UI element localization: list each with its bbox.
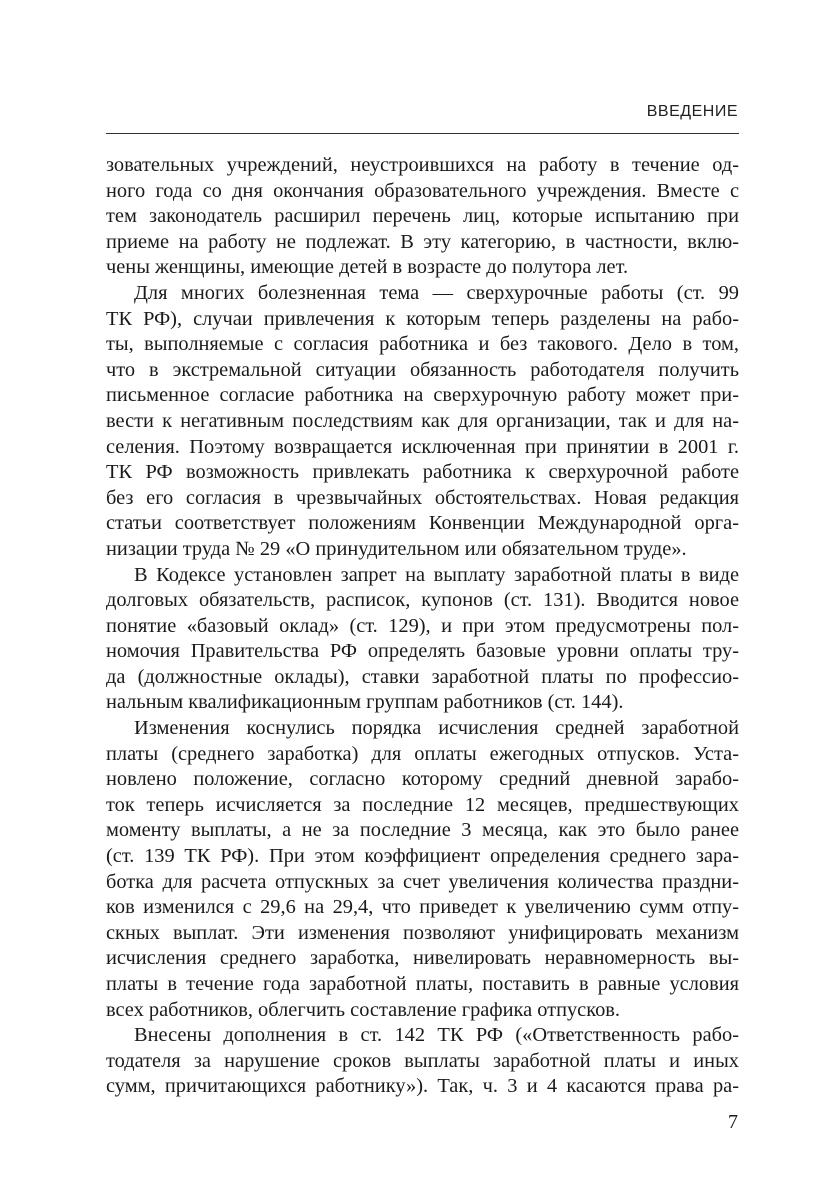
text-line: ботка для расчета отпускных за счет увеличения количества праздни-	[106, 870, 739, 893]
text-line: низации труда № 29 «О принудительном или обязательном труде».	[106, 537, 687, 560]
text-line: долговых обязательств, расписок, купонов (ст. 131). Вводится новое	[106, 589, 739, 612]
text-line: платы (среднего заработка) для оплаты ежегодных отпусков. Уста-	[106, 742, 739, 765]
text-line: новлено положение, согласно которому средний дневной зарабо-	[106, 768, 739, 791]
text-line: ков изменился с 29,6 на 29,4, что приведет к увеличению сумм отпу-	[106, 896, 739, 919]
text-line: ты, выполняемые с согласия работника и без такового. Дело в том,	[106, 333, 739, 356]
paragraph-5	[106, 1023, 739, 1100]
text-line: ток теперь исчисляется за последние 12 месяцев, предшествующих	[106, 793, 739, 816]
text-line: селения. Поэтому возвращается исключенная при принятии в 2001 г.	[106, 435, 739, 458]
paragraph-3	[106, 563, 739, 717]
text-line: номочия Правительства РФ определять базовые уровни оплаты тру-	[106, 640, 739, 663]
text-line: ного года со дня окончания образовательного учреждения. Вместе с	[106, 179, 739, 202]
text-line: что в экстремальной ситуации обязанность работодателя получить	[106, 358, 739, 381]
text-line: Внесены дополнения в ст. 142 ТК РФ («Ответственность рабо-	[134, 1024, 739, 1047]
text-line: вести к негативным последствиям как для организации, так и для на-	[106, 409, 739, 432]
running-head-title: ВВЕДЕНИЕ	[646, 103, 738, 120]
paragraph-2	[106, 281, 739, 563]
text-line: моменту выплаты, а не за последние 3 месяца, как это было ранее	[106, 819, 739, 842]
text-line: ТК РФ возможность привлекать работника к сверхурочной работе	[106, 461, 739, 484]
text-body	[106, 153, 739, 1100]
paragraph-1	[106, 153, 739, 281]
text-line: тем законодатель расширил перечень лиц, которые испытанию при	[106, 205, 739, 228]
text-line: Для многих болезненная тема — сверхурочные работы (ст. 99	[134, 281, 739, 304]
text-line: нальным квалификационным группам работников (ст. 144).	[106, 691, 624, 714]
text-line: В Кодексе установлен запрет на выплату заработной платы в виде	[134, 563, 739, 586]
text-line: всех работников, облегчить составление графика отпусков.	[106, 998, 621, 1021]
page-number: 7	[728, 1111, 738, 1133]
text-line: без его согласия в чрезвычайных обстоятельствах. Новая редакция	[106, 486, 739, 509]
text-line: да (должностные оклады), ставки заработной платы по профессио-	[106, 665, 739, 688]
text-line: скных выплат. Эти изменения позволяют унифицировать механизм	[106, 921, 739, 944]
text-line: понятие «базовый оклад» (ст. 129), и при этом предусмотрены пол-	[106, 614, 739, 637]
text-line: письменное согласие работника на сверхурочную работу может при-	[106, 384, 739, 407]
text-line: платы в течение года заработной платы, поставить в равные условия	[106, 973, 739, 995]
text-line: приеме на работу не подлежат. В эту категорию, в частности, вклю-	[106, 230, 739, 253]
paragraph-4	[106, 716, 739, 1023]
text-line: чены женщины, имеющие детей в возрасте до полутора лет.	[106, 256, 629, 279]
text-line: ТК РФ), случаи привлечения к которым теперь разделены на рабо-	[106, 307, 739, 330]
text-line: зовательных учреждений, неустроившихся на работу в течение од-	[106, 154, 739, 176]
text-line: исчисления среднего заработка, нивелировать неравномерность вы-	[106, 947, 739, 970]
text-line: Изменения коснулись порядка исчисления средней заработной	[134, 717, 739, 740]
text-line: статьи соответствует положениям Конвенции Международной орга-	[106, 512, 739, 535]
text-line: (ст. 139 ТК РФ). При этом коэффициент определения среднего зара-	[106, 845, 739, 868]
text-line: тодателя за нарушение сроков выплаты заработной платы и иных	[106, 1049, 739, 1072]
header-rule	[106, 133, 739, 134]
text-line: сумм, причитающихся работнику»). Так, ч. 3 и 4 касаются права ра-	[106, 1075, 739, 1098]
